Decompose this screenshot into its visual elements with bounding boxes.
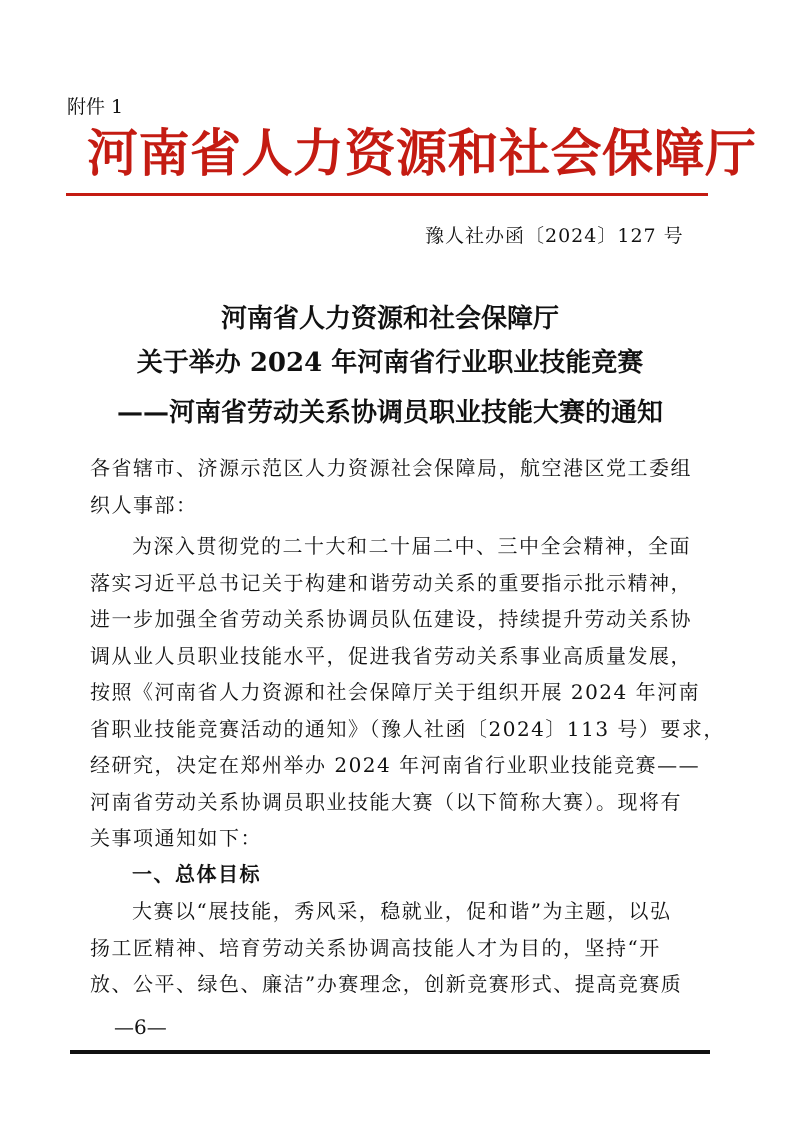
recipients-line-1: 各省辖市、济源示范区人力资源社会保障局，航空港区党工委组 (90, 456, 692, 480)
intro-line: 经研究，决定在郑州举办 2024 年河南省行业职业技能竞赛—— (90, 753, 701, 777)
section1-line: 扬工匠精神、培育劳动关系协调高技能人才为目的，坚持“开 (90, 936, 661, 960)
notice-title-line-1: 河南省人力资源和社会保障厅 (220, 304, 559, 334)
section1-line: 大赛以“展技能，秀风采，稳就业，促和谐”为主题，以弘 (132, 899, 672, 923)
footer-divider (70, 1050, 710, 1054)
section1-line: 放、公平、绿色、廉洁”办赛理念，创新竞赛形式、提高竞赛质 (90, 972, 683, 996)
letterhead-title: 河南省人力资源和社会保障厅 (87, 124, 757, 184)
intro-line: 落实习近平总书记关于构建和谐劳动关系的重要指示批示精神， (90, 571, 692, 595)
document-number: 豫人社办函〔2024〕127 号 (425, 225, 684, 247)
intro-line: 关事项通知如下： (90, 826, 262, 850)
notice-title-line-3: ——河南省劳动关系协调员职业技能大赛的通知 (116, 398, 663, 428)
notice-title-line-2: 关于举办 2024 年河南省行业职业技能竞赛 (136, 348, 644, 378)
intro-line: 调从业人员职业技能水平，促进我省劳动关系事业高质量发展， (90, 644, 692, 668)
intro-line: 省职业技能竞赛活动的通知》（豫人社函〔2024〕113 号）要求， (90, 717, 725, 741)
attachment-label: 附件 1 (67, 96, 124, 118)
intro-line: 为深入贯彻党的二十大和二十届二中、三中全会精神，全面 (132, 534, 691, 558)
intro-line: 河南省劳动关系协调员职业技能大赛（以下简称大赛）。现将有 (90, 790, 682, 814)
recipients-line-2: 织人事部： (90, 493, 198, 517)
intro-line: 按照《河南省人力资源和社会保障厅关于组织开展 2024 年河南 (90, 680, 701, 704)
intro-line: 进一步加强全省劳动关系协调员队伍建设，持续提升劳动关系协 (90, 607, 692, 631)
page-number: —6— (114, 1015, 167, 1039)
letterhead-divider (66, 193, 708, 196)
section-heading: 一、总体目标 (132, 862, 261, 886)
